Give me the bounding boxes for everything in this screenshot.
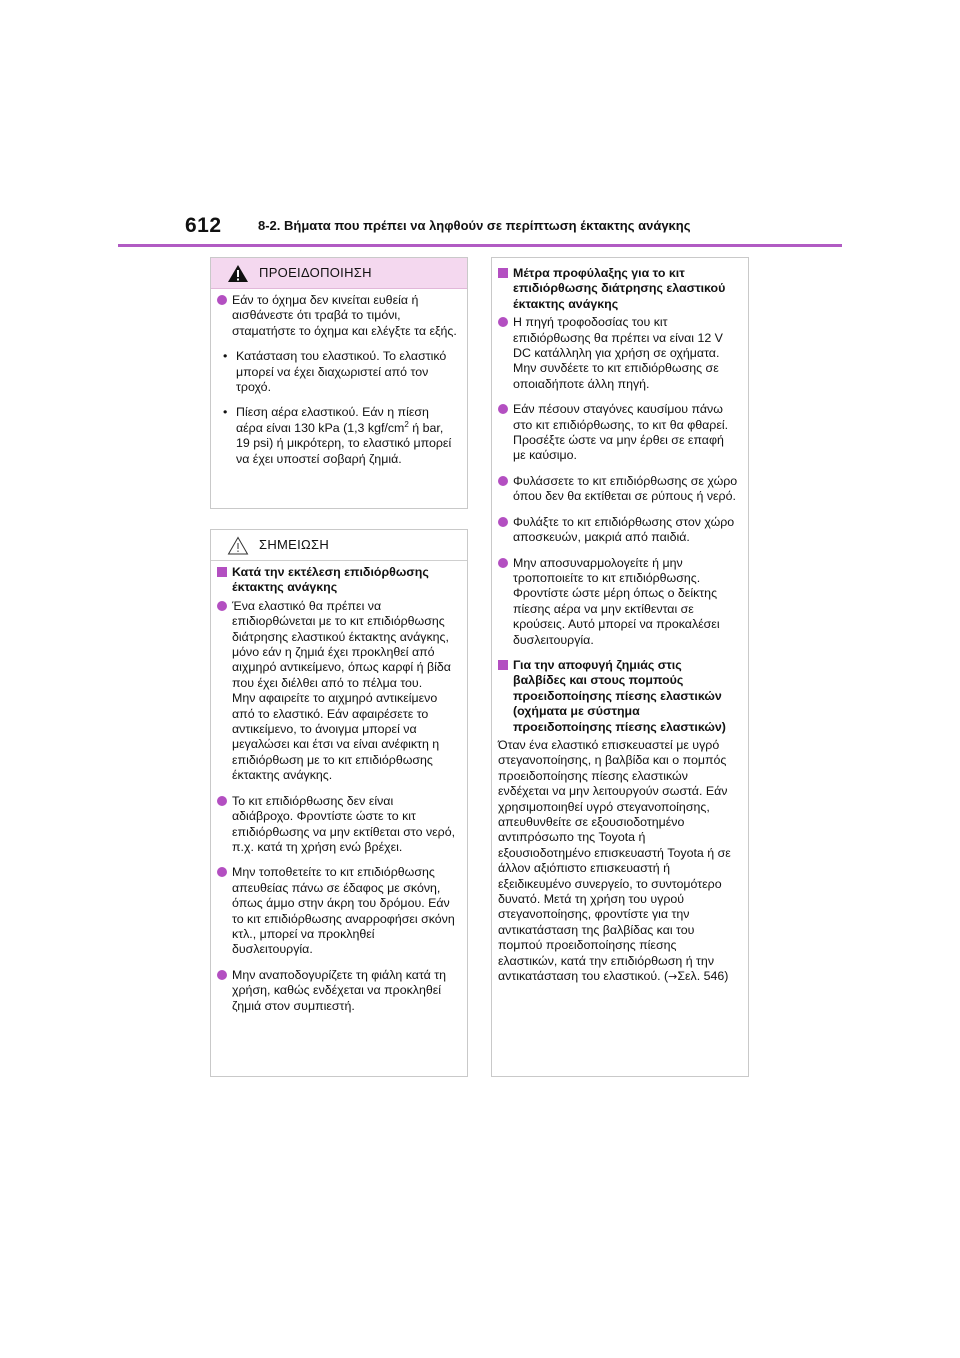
reference-arrow-icon: → bbox=[668, 970, 678, 984]
warning-title: ΠΡΟΕΙΔΟΠΟΙΗΣΗ bbox=[259, 265, 372, 280]
bullet-circle-icon bbox=[217, 796, 227, 806]
warning-bullet: • Πίεση αέρα ελαστικού. Εάν η πίεση αέρα είναι 130 kPa (1,3 kgf/$cm^2$ ή bar, 19 psi) ή μικρότερη, το ελαστικό μπορεί να έχει υποστεί σοβαρή ζημιά. bbox=[223, 405, 452, 466]
note-item: Μην τοποθετείτε το κιτ επιδιόρθωσης απευθείας πάνω σε έδαφος με σκόνη, όπως άμμο στην άκρη του δρόμου. Εάν το κιτ επιδιόρθωσης αναρροφήσει σκόνη κτλ., μπορεί να προκληθεί δυσλειτουργία. bbox=[217, 865, 457, 957]
section-title: 8-2. Βήματα που πρέπει να ληφθούν σε περίπτωση έκτακτης ανάγκης bbox=[258, 218, 691, 233]
note-box bbox=[210, 529, 468, 1077]
bullet-circle-icon bbox=[498, 517, 508, 527]
bullet-circle-icon bbox=[498, 558, 508, 568]
note-item: Μην αναποδογυρίζετε τη φιάλη κατά τη χρήση, καθώς ενδέχεται να προκληθεί ζημιά στον συμπιεστή. bbox=[217, 968, 457, 1014]
bullet-circle-icon bbox=[498, 476, 508, 486]
warning-triangle-icon bbox=[227, 264, 249, 283]
precaution-item: Εάν πέσουν σταγόνες καυσίμου πάνω στο κιτ επιδιόρθωσης, το κιτ θα φθαρεί. Προσέξτε ώστε να μην έρθει σε επαφή με καύσιμο. bbox=[498, 402, 738, 464]
bullet-circle-icon bbox=[217, 295, 227, 305]
heading-square-icon bbox=[498, 268, 508, 278]
page-reference-link[interactable]: Σελ. 546) bbox=[677, 969, 729, 984]
caution-triangle-icon bbox=[227, 536, 249, 555]
page-number: 612 bbox=[185, 214, 222, 237]
warning-bullet: • Κατάσταση του ελαστικού. Το ελαστικό μπορεί να έχει διαχωριστεί από τον τροχό. bbox=[223, 349, 447, 395]
valve-damage-paragraph: Όταν ένα ελαστικό επισκευαστεί με υγρό στεγανοποίησης, η βαλβίδα και ο πομπός προειδοποίησης πίεσης ελαστικών ενδέχεται να μην λειτουργούν σωστά. Εάν χρησιμοποιηθεί υγρό στεγανοποίησης, απευθυνθείτε σε εξουσιοδοτημένο αντιπρόσωπο της Toyota ή εξουσιοδοτημένο επισκευαστή Toyota ή σε άλλον αξιόπιστο επισκευαστή ή εξειδικευμένο συνεργείο, το συντομότερο δυνατό. Μετά τη χρήση του υγρού στεγανοποίησης, φροντίστε για την αντικατάσταση της βαλβίδας και του πομπού προειδοποίησης πίεσης ελαστικών, κατά την επιδιόρθωση ή την αντικατάσταση του ελαστικού. (→Σελ. 546) bbox=[498, 737, 731, 984]
bullet-circle-icon bbox=[217, 601, 227, 611]
heading-square-icon bbox=[498, 660, 508, 670]
bullet-circle-icon bbox=[217, 970, 227, 980]
note-header bbox=[211, 530, 467, 561]
warning-intro: Εάν το όχημα δεν κινείται ευθεία ή αισθάνεστε ότι τραβά το τιμόνι, σταματήστε το όχημα και ελέγξτε τα εξής. bbox=[217, 293, 457, 339]
note-item: Ένα ελαστικό θα πρέπει να επιδιορθώνεται με το κιτ επιδιόρθωσης διάτρησης ελαστικού έκτακτης ανάγκης, μόνο εάν η ζημιά έχει προκληθεί από αιχμηρό αντικείμενο, όπως καρφί ή βίδα που έχει διέλθει από το πέλμα του. Μην αφαιρείτε το αιχμηρό αντικείμενο από το ελαστικό. Εάν αφαιρέσετε το αντικείμενο, το άνοιγμα μπορεί να μεγαλώσει και έτσι να είναι ανέφικτη η επιδιόρθωση με το κιτ επιδιόρθωσης έκτακτης ανάγκης. bbox=[217, 599, 457, 784]
note-title: ΣΗΜΕΙΩΣΗ bbox=[259, 537, 330, 552]
precaution-item: Η πηγή τροφοδοσίας του κιτ επιδιόρθωσης θα πρέπει να είναι 12 V DC κατάλληλη για χρήση σε οχήματα. Μην συνδέετε το κιτ επιδιόρθωσης σε οποιαδήποτε άλλη πηγή. bbox=[498, 315, 738, 392]
precautions-box bbox=[491, 257, 749, 1077]
warning-header bbox=[211, 258, 467, 289]
precautions-heading: Μέτρα προφύλαξης για το κιτ επιδιόρθωσης διάτρησης ελαστικού έκτακτης ανάγκης bbox=[498, 266, 738, 312]
precaution-item: Φυλάξτε το κιτ επιδιόρθωσης στον χώρο αποσκευών, μακριά από παιδιά. bbox=[498, 515, 738, 546]
bullet-circle-icon bbox=[498, 317, 508, 327]
warning-box bbox=[210, 257, 468, 509]
bullet-circle-icon bbox=[217, 867, 227, 877]
header-divider bbox=[118, 244, 842, 247]
note-heading: Κατά την εκτέλεση επιδιόρθωσης έκτακτης ανάγκης bbox=[217, 565, 457, 596]
bullet-dot-icon: • bbox=[223, 349, 228, 364]
precaution-item: Φυλάσσετε το κιτ επιδιόρθωσης σε χώρο όπου δεν θα εκτίθεται σε ρύπους ή νερό. bbox=[498, 474, 738, 505]
heading-square-icon bbox=[217, 567, 227, 577]
precaution-item: Μην αποσυναρμολογείτε ή μην τροποποιείτε το κιτ επιδιόρθωσης. Φροντίστε ώστε μέρη όπως ο δείκτης πίεσης αέρα να μην εκτίθενται σε κρούσεις. Αυτό μπορεί να προκαλέσει δυσλειτουργία. bbox=[498, 556, 738, 648]
bullet-circle-icon bbox=[498, 404, 508, 414]
note-item: Το κιτ επιδιόρθωσης δεν είναι αδιάβροχο. Φροντίστε ώστε το κιτ επιδιόρθωσης να μην εκτίθεται στο νερό, π.χ. κατά τη χρήση ενώ βρέχει. bbox=[217, 794, 457, 856]
valve-damage-heading: Για την αποφυγή ζημιάς στις βαλβίδες και στους πομπούς προειδοποίησης πίεσης ελαστικών (οχήματα με σύστημα προειδοποίησης πίεσης ελαστικών) bbox=[498, 658, 738, 735]
bullet-dot-icon: • bbox=[223, 405, 228, 420]
page-header bbox=[185, 214, 845, 244]
